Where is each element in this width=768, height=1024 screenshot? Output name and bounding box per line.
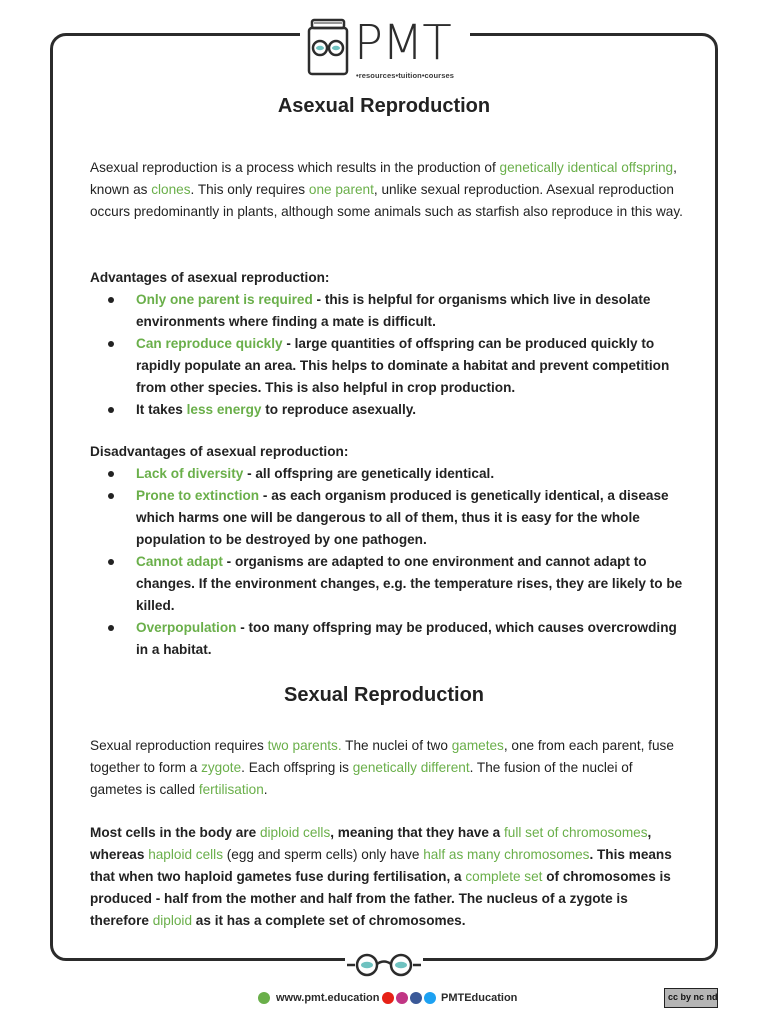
footer-social[interactable] xyxy=(382,988,517,1008)
text-run: to reproduce asexually. xyxy=(261,402,417,417)
facebook-icon[interactable] xyxy=(410,992,422,1004)
highlight-term: Only one parent is required xyxy=(136,292,313,307)
highlight-term: Cannot adapt xyxy=(136,554,223,569)
text-run: It takes xyxy=(136,402,187,417)
text-run: , one from each parent, fuse together to form a xyxy=(90,738,674,775)
text-run: Most cells in the body are xyxy=(90,825,260,840)
cursor-icon xyxy=(258,992,270,1004)
logo-text: PMT xyxy=(354,15,451,71)
text-run: as it has a complete set of chromosomes. xyxy=(192,913,466,928)
text-run: , known as xyxy=(90,160,677,197)
highlight-term: haploid cells xyxy=(148,847,223,862)
text-run: , unlike sexual reproduction. Asexual reproduction occurs predominantly in plants, although some animals such as starfish also reproduce in this way. xyxy=(90,182,683,219)
text-run: . Each offspring is xyxy=(241,760,353,775)
instagram-icon[interactable] xyxy=(396,992,408,1004)
list-item xyxy=(90,333,688,399)
text-run: . The fusion of the nuclei of gametes is called xyxy=(90,760,633,797)
highlight-term: complete set xyxy=(465,869,543,884)
asexual-title: Asexual Reproduction xyxy=(277,95,491,117)
text-run: , whereas xyxy=(90,825,652,862)
pmt-logo xyxy=(300,14,470,82)
text-run: - large quantities of offspring can be produced quickly to rapidly populate an area. This helps to dominate a habitat and prevent competition from other species. This is also helpful in crop production. xyxy=(136,336,670,395)
bullet-icon xyxy=(108,341,114,347)
text-run: - all offspring are genetically identical. xyxy=(243,466,495,481)
list-item xyxy=(90,463,688,485)
highlight-term: fertilisation xyxy=(198,782,264,797)
bullet-icon xyxy=(108,559,114,565)
highlight-term: gametes xyxy=(451,738,504,753)
disadvantages-list xyxy=(90,463,688,661)
footer-website[interactable] xyxy=(258,988,380,1008)
highlight-term: Prone to extinction xyxy=(136,488,260,503)
text-run: . This means that when two haploid gametes fuse during fertilisation, a xyxy=(90,847,672,884)
sexual-para-2 xyxy=(90,822,688,932)
list-item xyxy=(90,399,688,421)
sexual-title: Sexual Reproduction xyxy=(283,684,485,706)
bullet-icon xyxy=(108,297,114,303)
highlight-term: zygote xyxy=(201,760,242,775)
highlight-term: less energy xyxy=(186,402,262,417)
list-item xyxy=(90,485,688,551)
twitter-icon[interactable] xyxy=(424,992,436,1004)
youtube-icon[interactable] xyxy=(382,992,394,1004)
highlight-term: diploid cells xyxy=(259,825,331,840)
highlight-term: two parents. xyxy=(267,738,342,753)
book-glasses-logo-icon xyxy=(306,18,356,78)
text-run: of chromosomes is produced - half from the mother and half from the father. The nucleus of a zygote is therefore xyxy=(90,869,671,928)
logo-subtitle: •resources•tuition•courses xyxy=(356,71,455,80)
highlight-term: full set of chromosomes xyxy=(504,825,648,840)
text-run: (egg and sperm cells) only have xyxy=(223,847,424,862)
highlight-term: diploid xyxy=(152,913,193,928)
text-run: . xyxy=(263,782,268,797)
text-run: The nuclei of two xyxy=(341,738,452,753)
text-run: Asexual reproduction is a process which results in the production of xyxy=(90,160,500,175)
text-run: - organisms are adapted to one environment and cannot adapt to changes. If the environment changes, e.g. the temperature rises, they are likely to be killed. xyxy=(136,554,683,613)
list-item xyxy=(90,617,688,661)
asexual-intro xyxy=(90,157,688,223)
glasses-divider xyxy=(345,952,423,978)
highlight-term: one parent xyxy=(308,182,374,197)
list-item xyxy=(90,551,688,617)
text-run: Sexual reproduction requires xyxy=(90,738,268,753)
text-run: - this is helpful for organisms which live in desolate environments where finding a mate is difficult. xyxy=(136,292,651,329)
highlight-term: half as many chromosomes xyxy=(423,847,590,862)
bullet-icon xyxy=(108,493,114,499)
text-run: . This only requires xyxy=(190,182,309,197)
glasses-icon xyxy=(345,952,423,978)
advantages-list xyxy=(90,289,688,421)
highlight-term: Lack of diversity xyxy=(136,466,244,481)
bullet-icon xyxy=(108,471,114,477)
creative-commons-icon xyxy=(664,988,718,1008)
website-link[interactable]: www.pmt.education xyxy=(276,992,380,1004)
highlight-term: clones xyxy=(151,182,191,197)
text-run: - as each organism produced is genetically identical, a disease which harms one will be dangerous to all of them, thus it is easy for the whole population to be destroyed by one pathogen. xyxy=(136,488,669,547)
text-run: - too many offspring may be produced, which causes overcrowding in a habitat. xyxy=(136,620,677,657)
disadvantages-heading: Disadvantages of asexual reproduction: xyxy=(90,444,349,459)
highlight-term: Overpopulation xyxy=(136,620,237,635)
highlight-term: Can reproduce quickly xyxy=(136,336,283,351)
highlight-term: genetically different xyxy=(352,760,470,775)
advantages-heading: Advantages of asexual reproduction: xyxy=(90,270,330,285)
list-item xyxy=(90,289,688,333)
highlight-term: genetically identical offspring xyxy=(499,160,674,175)
license-label: cc by nc nd xyxy=(668,992,718,1002)
bullet-icon xyxy=(108,407,114,413)
social-handle[interactable]: PMTEducation xyxy=(441,992,518,1004)
bullet-icon xyxy=(108,625,114,631)
text-run: , meaning that they have a xyxy=(330,825,504,840)
sexual-para-1 xyxy=(90,735,688,801)
